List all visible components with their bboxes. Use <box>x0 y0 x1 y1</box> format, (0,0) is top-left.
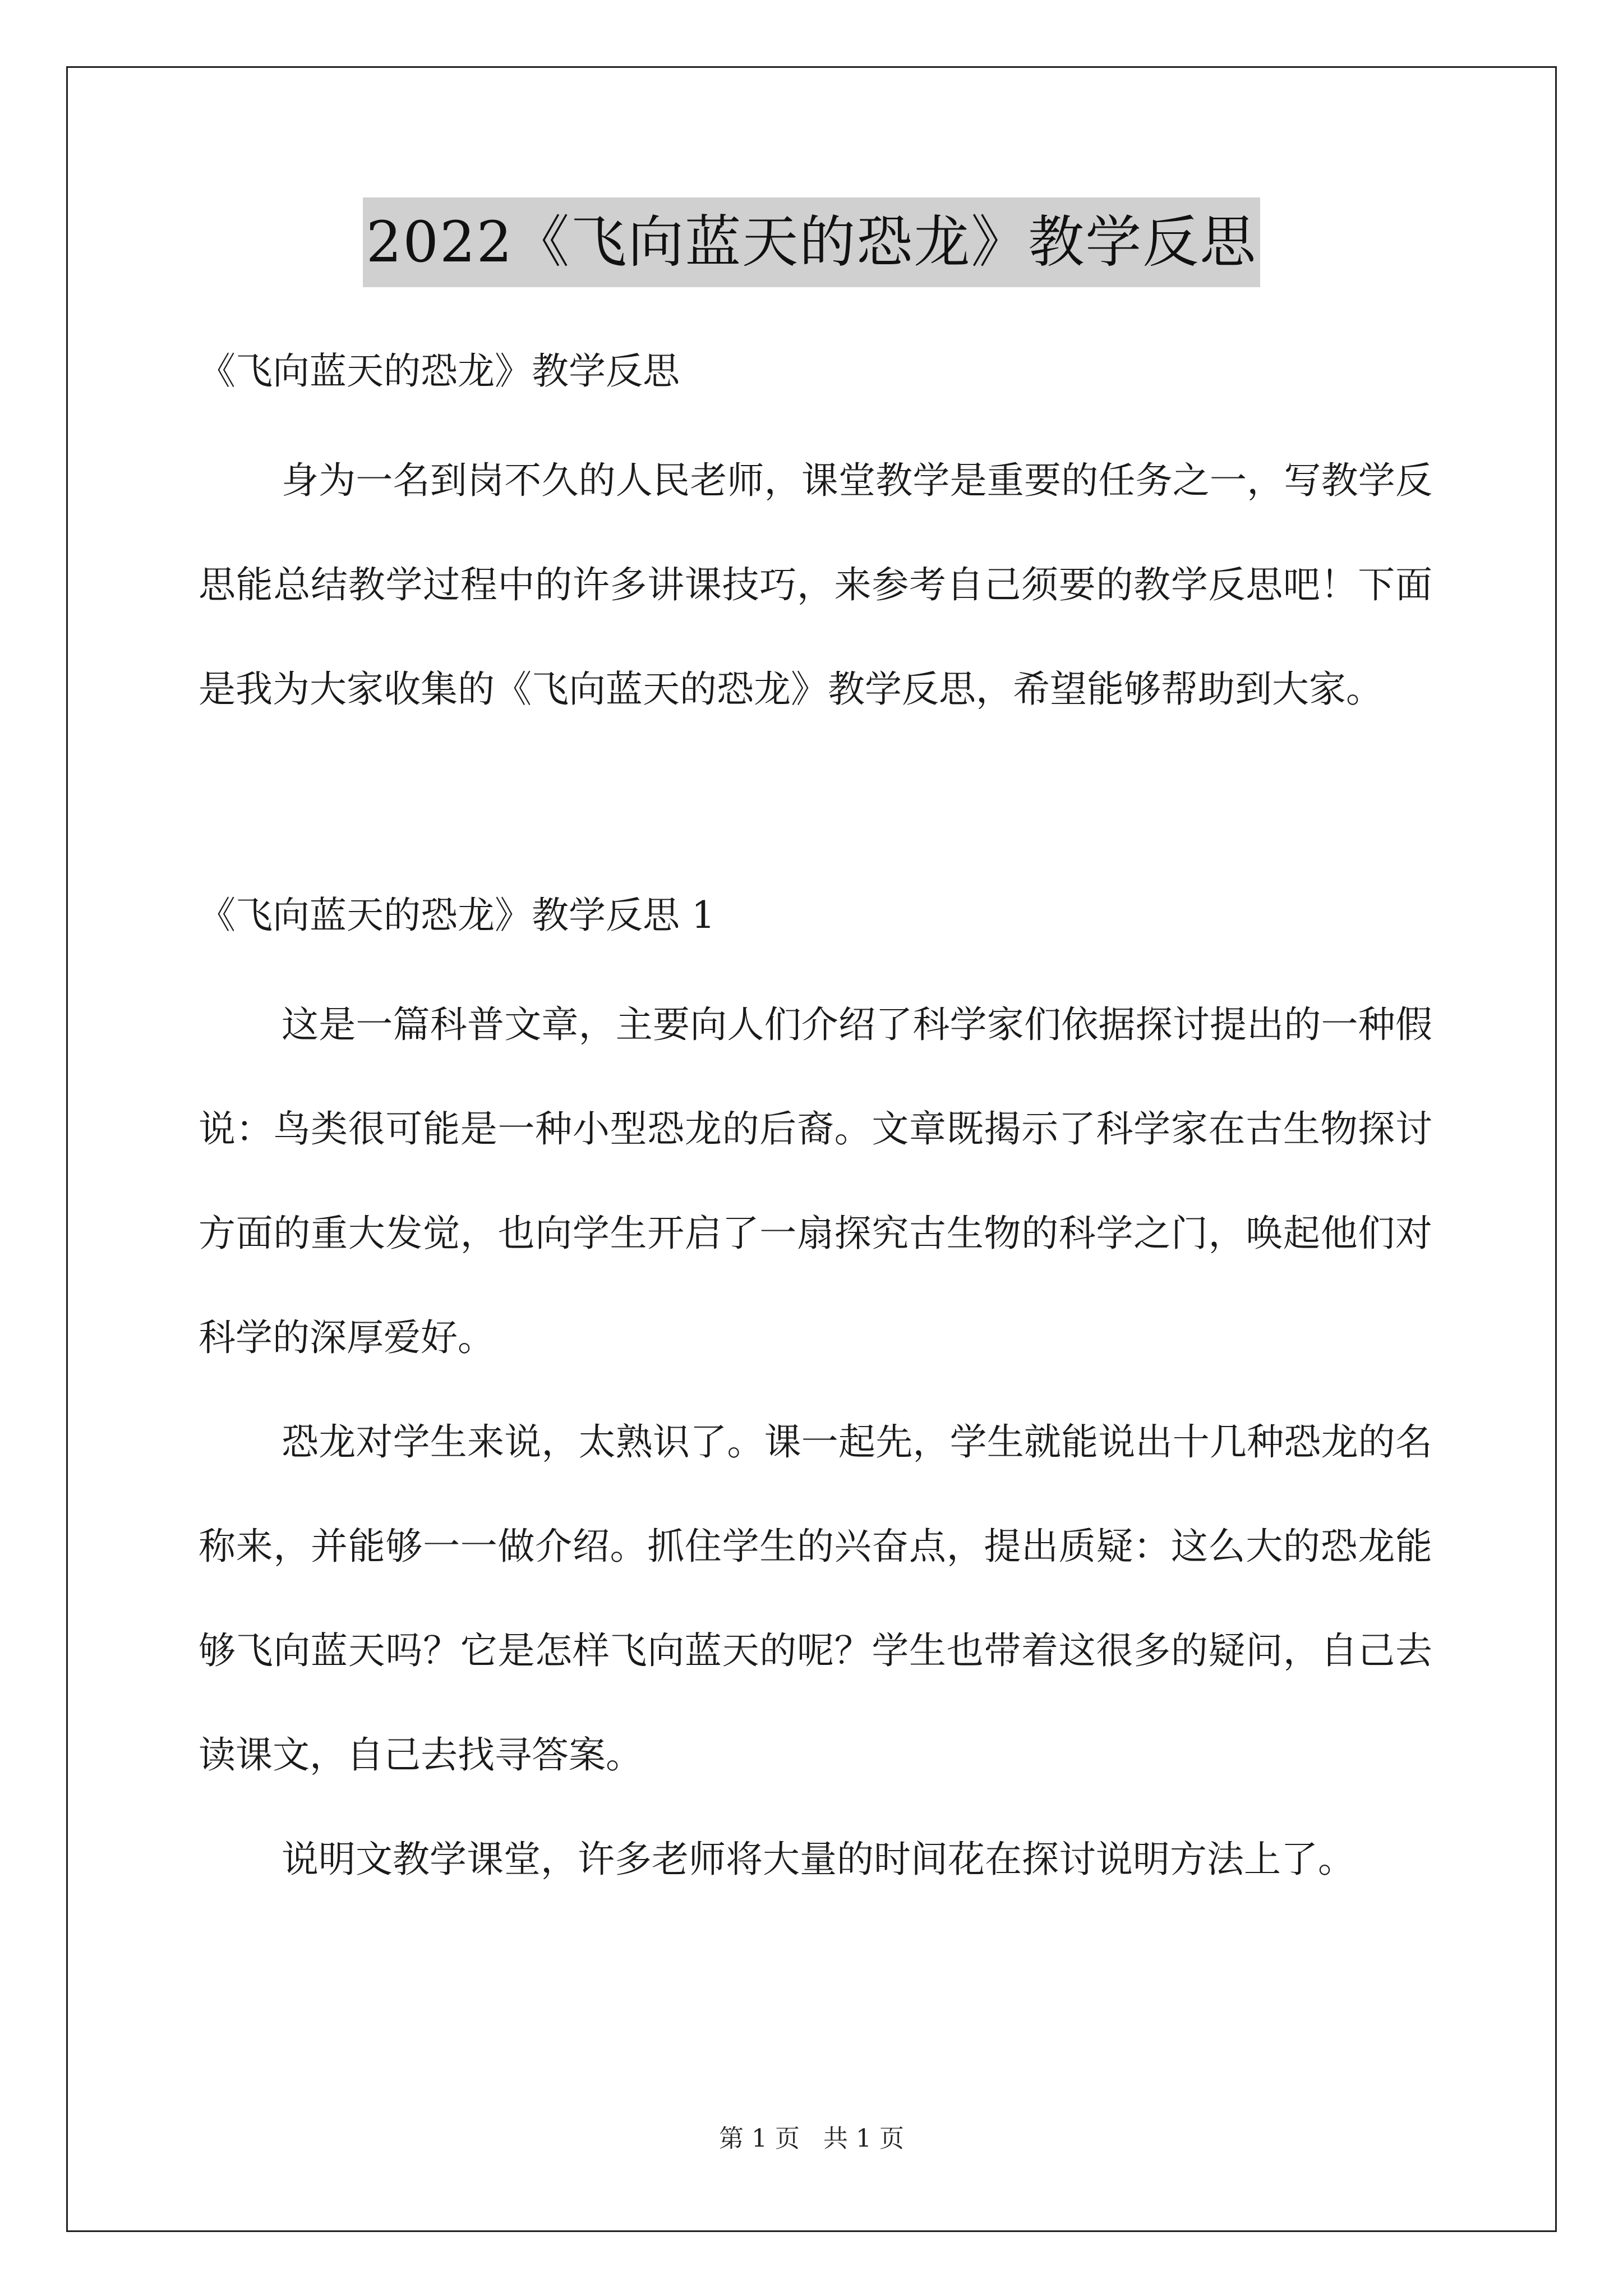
subtitle-heading: 《飞向蓝天的恐龙》教学反思 <box>199 349 680 393</box>
intro-paragraph: 身为一名到岗不久的人民老师，课堂教学是重要的任务之一，写教学反思能总结教学过程中的许多讲课技巧，来参考自己须要的教学反思吧！下面是我为大家收集的《飞向蓝天的恐龙》教学反思，希望能够帮助到大家。 <box>199 459 1432 711</box>
document-body <box>199 343 1432 1912</box>
page-footer: 第 1 页 共 1 页 <box>719 2124 904 2153</box>
title-container <box>0 197 1623 287</box>
section-paragraph-2: 恐龙对学生来说，太熟识了。课一起先，学生就能说出十几种恐龙的名称来，并能够一一做介绍。抓住学生的兴奋点，提出质疑：这么大的恐龙能够飞向蓝天吗？它是怎样飞向蓝天的呢？学生也带着这很多的疑问，自己去读课文，自己去找寻答案。 <box>199 1420 1432 1777</box>
section-paragraph-1: 这是一篇科普文章，主要向人们介绍了科学家们依据探讨提出的一种假说：鸟类很可能是一种小型恐龙的后裔。文章既揭示了科学家在古生物探讨方面的重大发觉，也向学生开启了一扇探究古生物的科学之门，唤起他们对科学的深厚爱好。 <box>199 1003 1432 1359</box>
section-paragraph-3: 说明文教学课堂，许多老师将大量的时间花在探讨说明方法上了。 <box>282 1838 1355 1881</box>
section-heading: 《飞向蓝天的恐龙》教学反思 1 <box>199 894 715 937</box>
document-title: 2022《飞向蓝天的恐龙》教学反思 <box>363 197 1261 287</box>
